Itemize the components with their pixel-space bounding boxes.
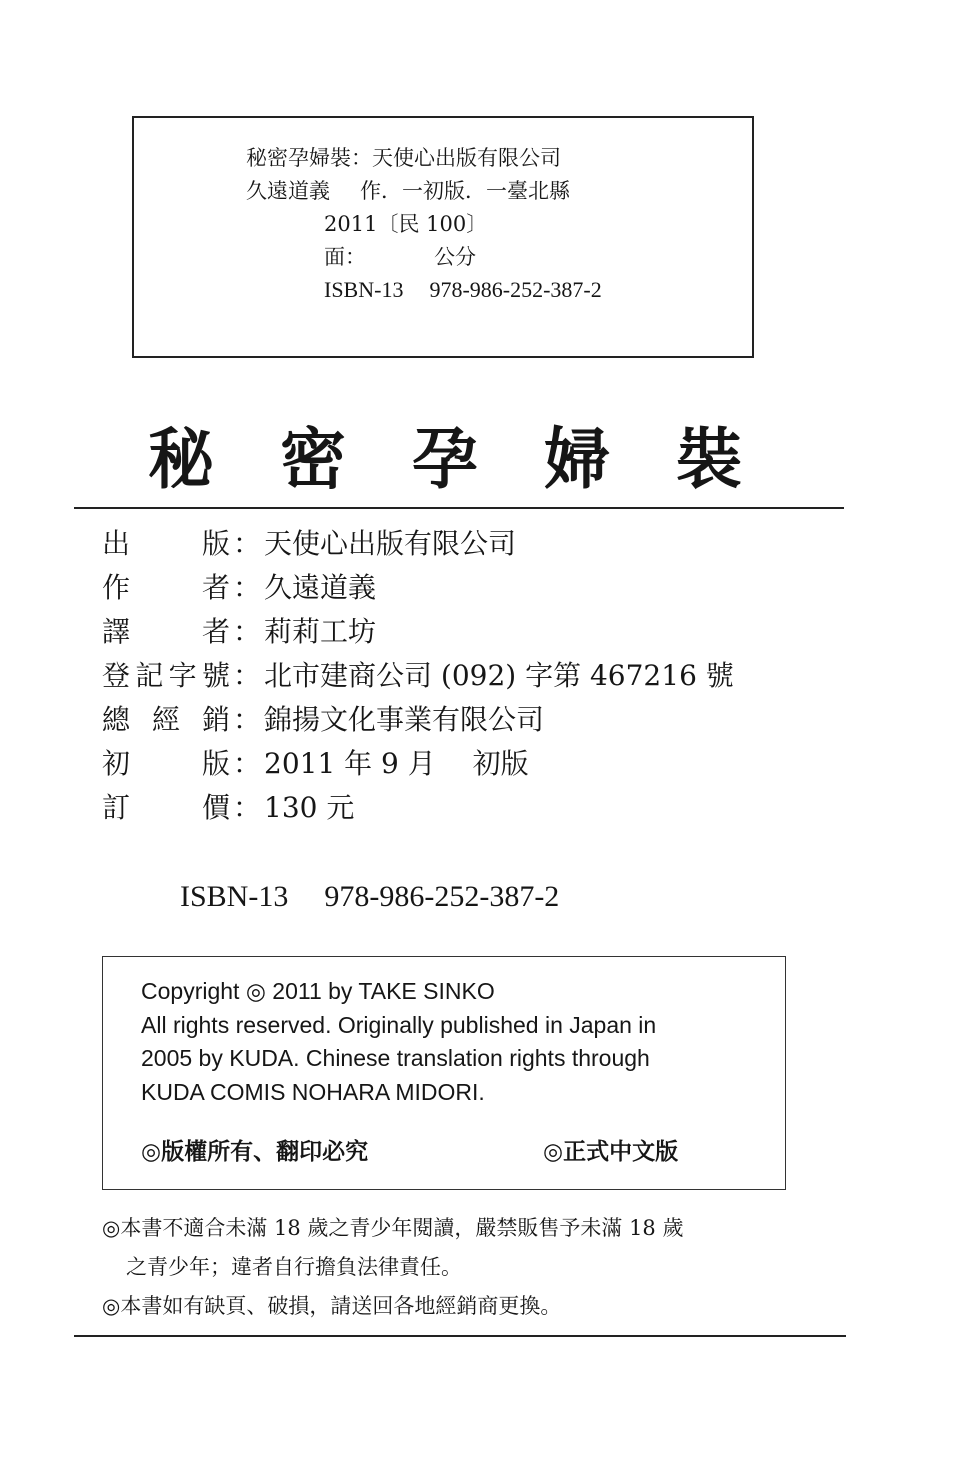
cip-isbn-value: 978-986-252-387-2 xyxy=(429,277,602,302)
cip-line-3: 2011〔民 100〕 xyxy=(324,212,488,236)
notice-line-1: ◎本書不適合未滿 18 歲之青少年閱讀，嚴禁販售予未滿 18 歲 xyxy=(102,1216,684,1240)
info-publisher xyxy=(102,527,517,560)
info-value: 莉莉工坊 xyxy=(264,615,377,648)
title-char: 密 xyxy=(280,420,346,498)
info-registration xyxy=(102,659,734,692)
info-value: 久遠道義 xyxy=(264,571,377,604)
cip-box xyxy=(132,116,754,358)
info-value: 天使心出版有限公司 xyxy=(264,527,517,560)
info-first-edition xyxy=(102,747,529,780)
bottom-rule xyxy=(74,1335,846,1337)
info-label: 作者 xyxy=(102,571,230,604)
notice-line-2: 之青少年；違者自行擔負法律責任。 xyxy=(126,1255,462,1279)
copyright-line: 2005 by KUDA. Chinese translation rights through xyxy=(141,1045,650,1071)
colon: ： xyxy=(232,747,261,780)
colon: ： xyxy=(232,527,261,560)
info-translator xyxy=(102,615,377,648)
copyright-line: KUDA COMIS NOHARA MIDORI. xyxy=(141,1078,485,1105)
book-title xyxy=(148,420,808,498)
info-label: 登記字號 xyxy=(102,659,230,692)
info-value: 北市建商公司 (092) 字第 467216 號 xyxy=(264,659,734,692)
info-label: 初版 xyxy=(102,747,230,780)
cip-line-2 xyxy=(246,181,570,202)
colon: ： xyxy=(232,615,261,648)
info-price xyxy=(102,791,355,824)
title-char: 裝 xyxy=(676,420,742,498)
isbn-value: 978-986-252-387-2 xyxy=(324,880,560,913)
cip-size: 公分 xyxy=(434,245,476,269)
cip-author: 久遠道義 xyxy=(246,179,330,203)
cip-line-5 xyxy=(324,279,602,301)
cip-pages: 面： xyxy=(324,245,366,269)
info-label: 總經銷 xyxy=(102,703,230,736)
notice-line-3: ◎本書如有缺頁、破損，請送回各地經銷商更換。 xyxy=(102,1294,562,1318)
copyright-line: All rights reserved. Originally published in Japan in xyxy=(141,1011,657,1038)
cip-line-1: 秘密孕婦裝：天使心出版有限公司 xyxy=(246,146,561,170)
cip-line-4 xyxy=(324,247,476,268)
copyright-box xyxy=(102,956,786,1190)
info-label: 譯者 xyxy=(102,615,230,648)
info-author xyxy=(102,571,377,604)
cip-edition: 作．一初版．一臺北縣 xyxy=(360,179,570,203)
colon: ： xyxy=(232,703,261,736)
official-edition-mark: ◎正式中文版 xyxy=(543,1139,679,1165)
copyright-text xyxy=(141,975,656,1109)
colon: ： xyxy=(232,571,261,604)
title-char: 秘 xyxy=(148,420,214,498)
info-label: 出版 xyxy=(102,527,230,560)
isbn-line xyxy=(180,882,559,912)
info-distributor xyxy=(102,703,545,736)
colon: ： xyxy=(232,659,261,692)
title-rule xyxy=(74,507,844,509)
title-char: 孕 xyxy=(412,420,478,498)
cip-isbn-label: ISBN-13 xyxy=(324,277,404,302)
info-value: 2011 年 9 月 初版 xyxy=(264,747,529,780)
copyright-line: Copyright ◎ 2011 by TAKE SINKO xyxy=(141,978,495,1004)
rights-reserved-mark: ◎版權所有、翻印必究 xyxy=(141,1139,369,1165)
isbn-label: ISBN-13 xyxy=(180,880,289,913)
info-value: 錦揚文化事業有限公司 xyxy=(264,703,545,736)
info-value: 130 元 xyxy=(264,791,355,824)
colon: ： xyxy=(232,791,261,824)
title-char: 婦 xyxy=(544,420,610,498)
info-label: 訂價 xyxy=(102,791,230,824)
